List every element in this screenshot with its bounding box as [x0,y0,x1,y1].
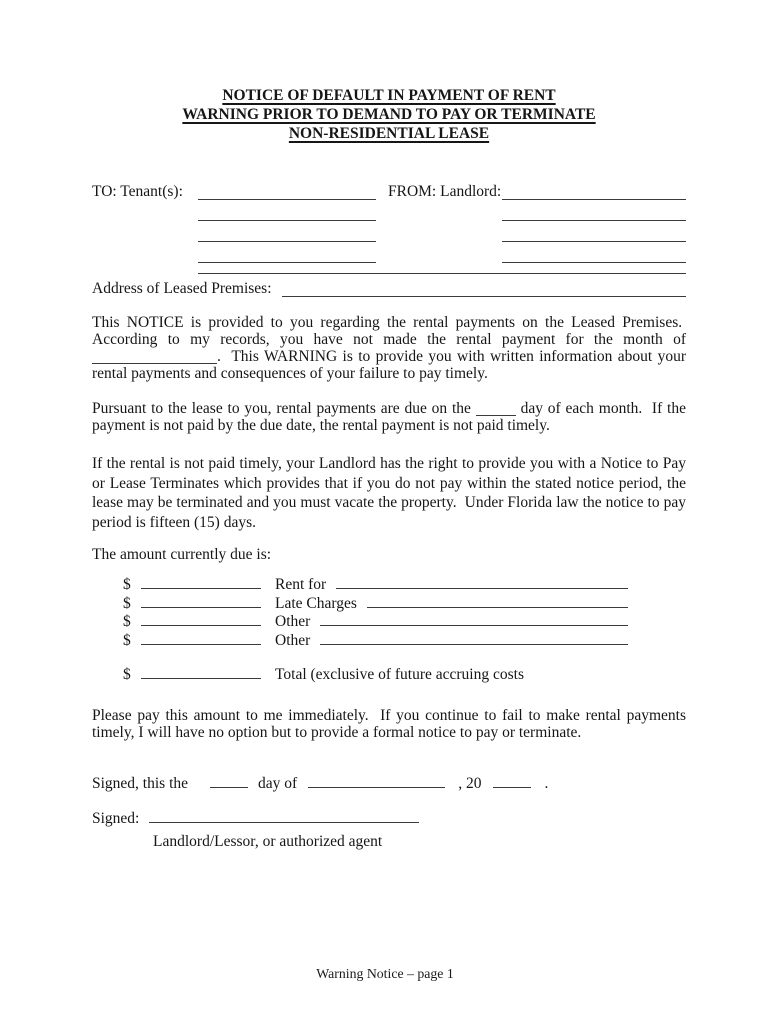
to-label: TO: Tenant(s): [92,183,183,200]
amount-row-label: Other [275,613,311,630]
due-date-paragraph [92,400,686,434]
parties-section [92,179,686,298]
pay-now-paragraph: Please pay this amount to me immediately. If you continue to fail to make rental payments timely, I will have no option but to provide a formal notice to pay or terminate. [92,706,686,741]
title-line-1: NOTICE OF DEFAULT IN PAYMENT OF RENT [222,87,556,104]
sign-year-blank[interactable] [493,783,531,788]
notice-text-after: . This WARNING is to provide you with written information about your rental payments and consequences of your failure to pay timely. [92,348,686,382]
from-label: FROM: Landlord: [388,183,502,200]
signature-line[interactable] [149,818,419,823]
day-of-text: day of [258,774,298,792]
notice-paragraph [92,314,686,382]
amount-row-label: Other [275,631,311,649]
rights-paragraph: If the rental is not paid timely, your Landlord has the right to provide you with a Notice to Pay or Lease Terminates which provides that if you do not pay within the stated notice period, the lease may be terminated and you must vacate the property. Under Florida law the notice to pay period is fifteen (15) days. [92,455,686,531]
landlord-name-line-2[interactable] [502,218,686,221]
address-label: Address of Leased Premises: [92,280,272,297]
other2-desc-blank[interactable] [320,640,628,645]
tenant-name-line-2[interactable] [198,218,376,221]
landlord-name-line-3[interactable] [502,239,686,242]
total-amount-blank[interactable] [141,674,261,679]
other1-desc-blank[interactable] [320,621,628,626]
document-title [92,86,686,143]
tenant-name-line-3[interactable] [198,239,376,242]
page-footer: Warning Notice – page 1 [316,966,454,981]
signed-label: Signed: [92,809,140,827]
title-line-3: NON-RESIDENTIAL LEASE [288,125,490,142]
year-prefix-text: , 20 [458,774,482,792]
total-label: Total (exclusive of future accruing costs [275,666,524,683]
parties-row-3 [92,222,686,243]
parties-row-1 [92,179,686,201]
amount-heading: The amount currently due is: [92,546,272,563]
address-row [92,275,686,298]
party-extra-line[interactable] [198,271,686,274]
landlord-name-line-1[interactable] [502,197,686,200]
dollar-sign: $ [123,594,131,612]
due-text-after: day of each month. If the payment is not paid by the due date, the rental payment is not paid timely. [92,400,686,434]
due-text-before: Pursuant to the lease to you, rental payments are due on the [92,400,476,417]
address-line[interactable] [282,294,687,297]
landlord-name-line-4[interactable] [502,260,686,263]
signature-caption: Landlord/Lessor, or authorized agent [153,832,383,850]
amount-row-late-charges [123,595,628,614]
amount-row-rent [123,576,628,595]
parties-row-5 [92,264,686,275]
sign-day-blank[interactable] [210,783,248,788]
sign-month-blank[interactable] [308,783,445,788]
signed-this-text: Signed, this the [92,774,189,792]
amount-row-other-2 [123,632,628,651]
amount-row-label: Rent for [275,576,327,593]
amount-row-label: Late Charges [275,594,357,612]
period-text: . [544,774,549,792]
dollar-sign: $ [123,613,131,630]
signed-date-row [92,775,686,795]
late-charges-desc-blank[interactable] [367,603,628,608]
amount-row-total [123,666,628,685]
notice-text-before: This NOTICE is provided to you regarding the rental payments on the Leased Premises. According to my records, you have not made the rental payment for the month of [92,314,686,348]
other2-amount-blank[interactable] [141,640,261,645]
dollar-sign: $ [123,576,131,593]
dollar-sign: $ [123,631,131,649]
month-blank[interactable] [92,359,217,364]
parties-row-4 [92,243,686,264]
late-charges-amount-blank[interactable] [141,603,261,608]
amounts-section [123,576,628,685]
rent-amount-blank[interactable] [141,584,261,589]
due-day-blank[interactable] [476,411,516,416]
amount-row-other-1 [123,613,628,632]
title-line-2: WARNING PRIOR TO DEMAND TO PAY OR TERMINATE [182,106,596,123]
rent-for-blank[interactable] [336,584,628,589]
signature-row [92,810,686,830]
parties-row-2 [92,201,686,222]
tenant-name-line-4[interactable] [198,260,376,263]
tenant-name-line-1[interactable] [198,197,376,200]
dollar-sign: $ [123,666,131,683]
other1-amount-blank[interactable] [141,621,261,626]
